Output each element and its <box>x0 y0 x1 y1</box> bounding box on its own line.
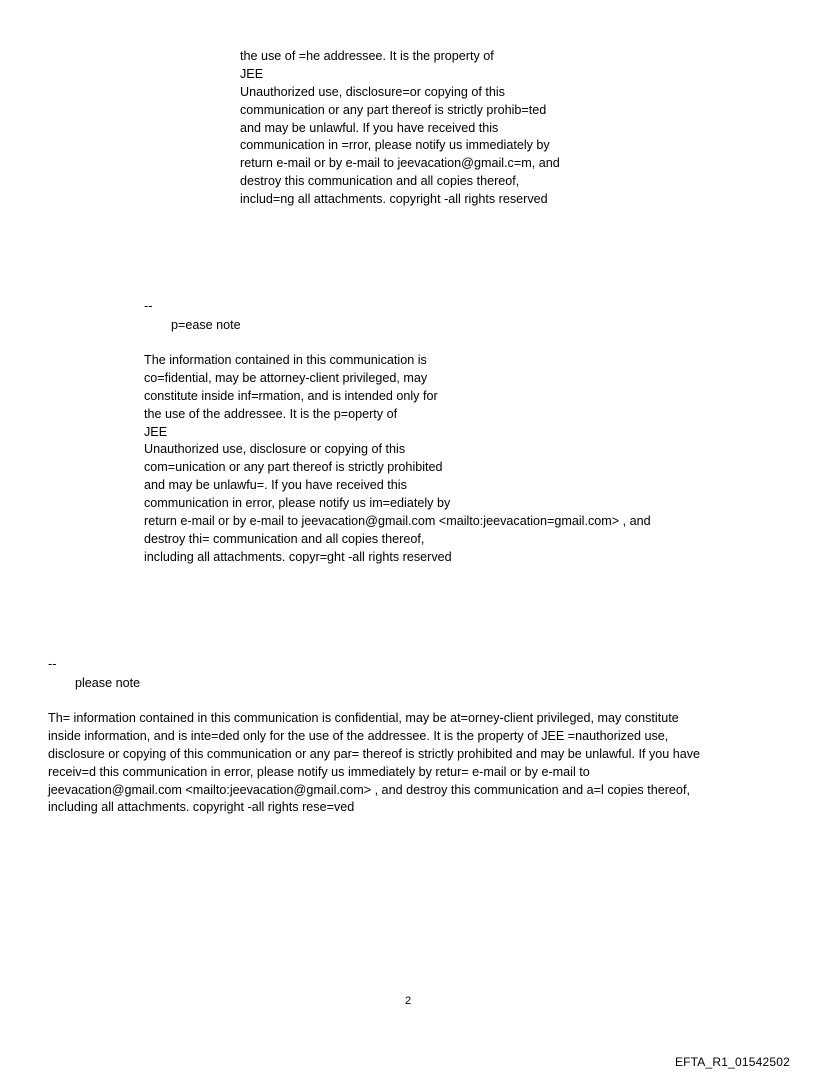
text-line: Unauthorized use, disclosure or copying of this <box>144 442 406 457</box>
text-line: the use of the addressee. It is the p=operty of <box>144 406 398 421</box>
text-line: receiv=d this communication in error, please notify us immediately by retur= e-mail or by e-mail to <box>48 764 590 779</box>
signature-note: p=ease note <box>171 318 241 332</box>
text-line: JEE <box>240 66 264 81</box>
text-line: including all attachments. copyr=ght -all rights reserved <box>144 549 452 564</box>
text-line: and may be unlawfu=. If you have received this <box>144 478 407 493</box>
bates-number: EFTA_R1_01542502 <box>674 1055 790 1069</box>
text-line: includ=ng all attachments. copyright -all rights reserved <box>240 192 548 207</box>
text-line: destroy thi= communication and all copies thereof, <box>144 531 425 546</box>
text-line: Unauthorized use, disclosure=or copying of this <box>240 84 505 99</box>
text-line: return e-mail or by e-mail to jeevacation@gmail.c=m, and <box>240 156 560 171</box>
text-line: the use of =he addressee. It is the property of <box>240 49 494 63</box>
text-line: including all attachments. copyright -all rights rese=ved <box>48 800 355 815</box>
text-line: destroy this communication and all copies thereof, <box>240 174 520 189</box>
text-line: communication in =rror, please notify us immediately by <box>240 138 550 153</box>
text-line: return e-mail or by e-mail to jeevacation@gmail.com <mailto:jeevacation=gmail.com> , and <box>144 514 651 529</box>
page-number: 2 <box>404 995 412 1007</box>
text-line: JEE <box>144 424 168 439</box>
text-line: jeevacation@gmail.com <mailto:jeevacation@gmail.com> , and destroy this communication and a=l copies thereof, <box>48 782 690 797</box>
quoted-disclaimer-level-2 <box>240 48 560 209</box>
signature-note: please note <box>75 676 141 690</box>
text-line: co=fidential, may be attorney-client privileged, may <box>144 370 428 385</box>
text-line: The information contained in this communication is <box>144 353 427 367</box>
text-line: Th= information contained in this communication is confidential, may be at=orney-client privileged, may constitute <box>48 711 679 725</box>
disclaimer-paragraph <box>48 710 700 817</box>
signature-separator: -- <box>144 299 153 313</box>
text-line: com=unication or any part thereof is strictly prohibited <box>144 460 443 475</box>
text-line: communication in error, please notify us im=ediately by <box>144 496 451 511</box>
signature-separator: -- <box>48 657 57 671</box>
text-line: and may be unlawful. If you have received this <box>240 120 499 135</box>
text-line: disclosure or copying of this communication or any par= thereof is strictly prohibited and may be unlawful. If you have <box>48 746 701 761</box>
text-line: communication or any part thereof is strictly prohib=ted <box>240 102 547 117</box>
text-line: inside information, and is inte=ded only for the use of the addressee. It is the property of JEE =nauthorized use, <box>48 728 669 743</box>
text-line: constitute inside inf=rmation, and is intended only for <box>144 388 438 403</box>
quoted-disclaimer-level-1 <box>144 352 651 567</box>
